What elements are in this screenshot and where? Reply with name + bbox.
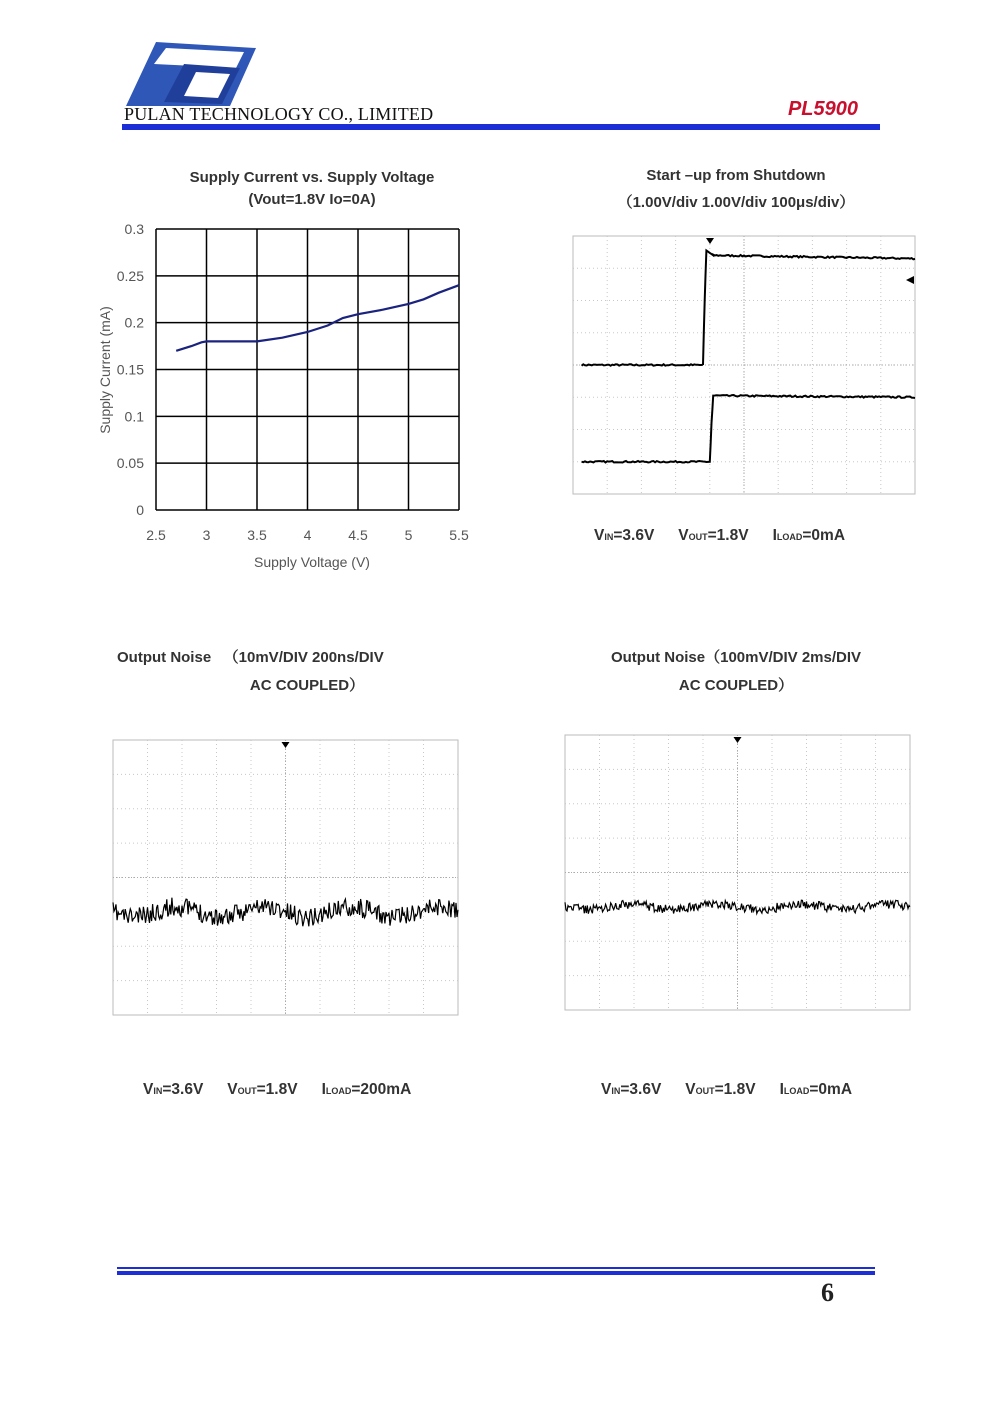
iload-symbol: I	[779, 1081, 784, 1098]
vin-symbol: V	[594, 527, 605, 544]
chart1-xtick-label: 5.5	[449, 527, 469, 543]
chart1-ytick-label: 0.1	[124, 408, 144, 425]
iload-sub: LOAD	[783, 1086, 810, 1096]
chart2-title-text: Start –up from Shutdown	[646, 167, 826, 184]
vout-sub: OUT	[695, 1086, 715, 1096]
vout-symbol: V	[678, 527, 689, 544]
chart1-ylabel: Supply Current (mA)	[97, 306, 113, 434]
iload-sub: LOAD	[325, 1086, 352, 1096]
part-number: PL5900	[787, 98, 858, 120]
chart1-xlabel: Supply Voltage (V)	[254, 554, 370, 570]
chart1-ytick-label: 0	[136, 502, 144, 518]
vin-value: =3.6V	[620, 1081, 662, 1098]
chart4-conditions	[601, 1081, 852, 1099]
chart1-ytick-label: 0.25	[116, 267, 144, 284]
vin-sub: IN	[611, 1086, 621, 1096]
vin-sub: IN	[604, 532, 614, 542]
iload-symbol: I	[772, 527, 777, 544]
vout-symbol: V	[685, 1081, 696, 1098]
iload-symbol: I	[321, 1081, 326, 1098]
company-name: PULAN TECHNOLOGY CO., LIMITED	[124, 104, 434, 124]
vout-value: =1.8V	[714, 1081, 756, 1098]
vin-symbol: V	[601, 1081, 612, 1098]
chart2-conditions	[594, 527, 845, 545]
vout-value: =1.8V	[707, 527, 749, 544]
chart4-scope	[565, 735, 910, 1010]
chart2-scope	[573, 236, 915, 494]
chart2-title	[560, 165, 912, 214]
vout-sub: OUT	[688, 532, 708, 542]
chart1-ytick-label: 0.3	[124, 221, 144, 237]
chart3-scope	[113, 740, 458, 1015]
iload-value: =0mA	[809, 1081, 853, 1098]
chart3-subtitle: AC COUPLED）	[249, 677, 365, 694]
vout-sub: OUT	[237, 1086, 257, 1096]
chart1-xtick-label: 4	[303, 527, 312, 543]
iload-sub: LOAD	[776, 532, 803, 542]
chart1-xtick-label: 4.5	[348, 527, 368, 543]
chart1-ytick-label: 0.15	[116, 361, 144, 378]
chart1-series-line	[176, 285, 459, 351]
iload-value: =0mA	[802, 527, 846, 544]
footer-divider-thin	[117, 1267, 875, 1269]
chart1-xtick-label: 5	[404, 527, 413, 543]
chart1-title-text: Supply Current vs. Supply Voltage	[189, 169, 435, 186]
vout-value: =1.8V	[256, 1081, 298, 1098]
chart2-subtitle: （1.00V/div 1.00V/div 100μs/div）	[617, 194, 855, 211]
chart3-conditions	[143, 1081, 411, 1099]
chart3-title	[112, 647, 452, 697]
iload-value: =200mA	[351, 1081, 412, 1098]
chart4-title-text: Output Noise（100mV/DIV 2ms/DIV	[610, 649, 862, 666]
chart1-subtitle: (Vout=1.8V Io=0A)	[248, 191, 376, 208]
vin-value: =3.6V	[613, 527, 655, 544]
chart3-title-text: Output Noise （10mV/DIV 200ns/DIV	[117, 649, 384, 666]
chart1-xtick-label: 2.5	[146, 527, 166, 543]
page-number: 6	[821, 1278, 834, 1307]
chart4-subtitle: AC COUPLED）	[678, 677, 794, 694]
vin-value: =3.6V	[162, 1081, 204, 1098]
chart1-xtick-label: 3	[202, 527, 211, 543]
footer-divider	[117, 1271, 875, 1275]
vin-symbol: V	[143, 1081, 154, 1098]
vout-symbol: V	[227, 1081, 238, 1098]
vin-sub: IN	[153, 1086, 163, 1096]
chart4-title	[560, 647, 912, 697]
chart1-ytick-label: 0.2	[124, 314, 144, 331]
chart1-xtick-label: 3.5	[247, 527, 267, 543]
chart1-ytick-label: 0.05	[116, 455, 144, 472]
